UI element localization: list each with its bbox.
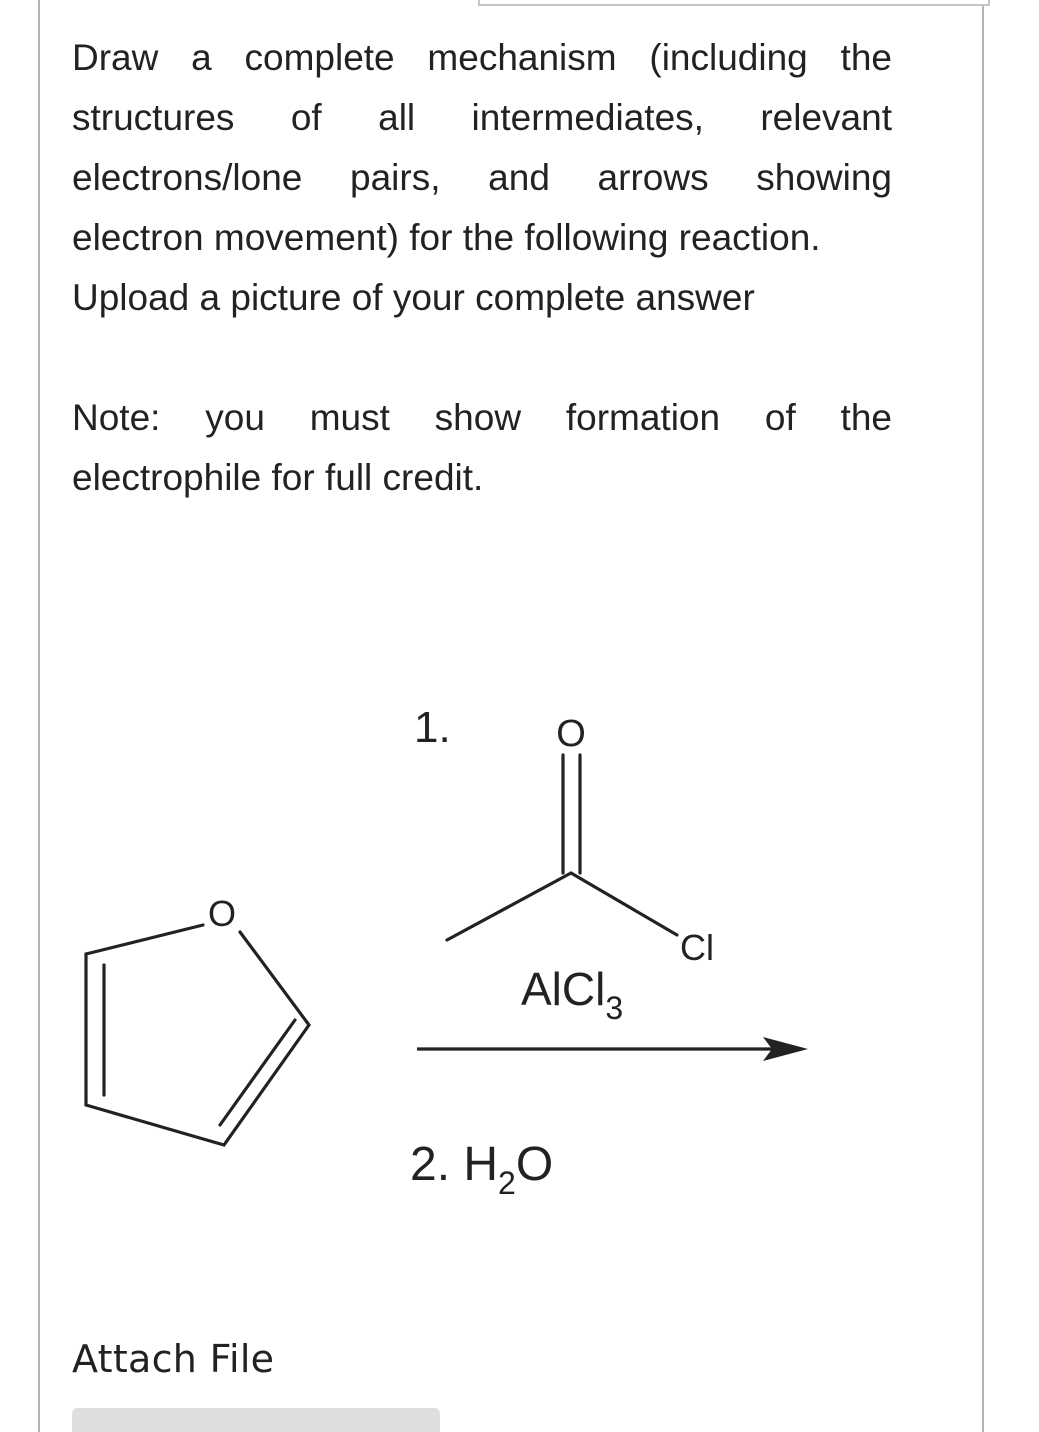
furan-bond bbox=[86, 925, 203, 954]
question-line: electron movement) for the following reaction. bbox=[72, 217, 821, 258]
acetyl-chloride-structure bbox=[447, 755, 677, 940]
catalyst-subscript: 3 bbox=[605, 990, 624, 1026]
carbonyl-oxygen-label: O bbox=[556, 713, 586, 755]
reaction-arrow bbox=[417, 1037, 808, 1061]
methyl-bond bbox=[447, 873, 571, 940]
step2-suffix: O bbox=[515, 1138, 554, 1191]
step2-label bbox=[410, 1138, 553, 1201]
question-line: electrons/lone pairs, and arrows showing bbox=[72, 157, 892, 198]
step1-label: 1. bbox=[414, 703, 451, 752]
carbon-chlorine-bond bbox=[571, 873, 677, 935]
question-line: Draw a complete mechanism (including the bbox=[72, 37, 892, 78]
furan-structure bbox=[86, 925, 309, 1145]
question-line: Upload a picture of your complete answer bbox=[72, 277, 755, 318]
step2-subscript: 2 bbox=[498, 1165, 516, 1201]
chlorine-label: Cl bbox=[680, 927, 714, 968]
furan-bond bbox=[240, 932, 309, 1025]
furan-bond bbox=[86, 1105, 224, 1145]
furan-bond bbox=[224, 1025, 309, 1145]
catalyst-label bbox=[521, 963, 623, 1026]
note-line: Note: you must show formation of the bbox=[72, 397, 892, 438]
note-line: electrophile for full credit. bbox=[72, 457, 484, 498]
attach-file-button[interactable] bbox=[72, 1408, 440, 1432]
attach-file-label: Attach File bbox=[72, 1337, 275, 1381]
furan-oxygen-label: O bbox=[207, 893, 237, 934]
step2-prefix: 2. H bbox=[410, 1138, 499, 1191]
question-line: structures of all intermediates, relevant bbox=[72, 97, 892, 138]
catalyst-formula: AlCl bbox=[521, 963, 606, 1015]
furan-double-bond-inner bbox=[220, 1020, 295, 1125]
